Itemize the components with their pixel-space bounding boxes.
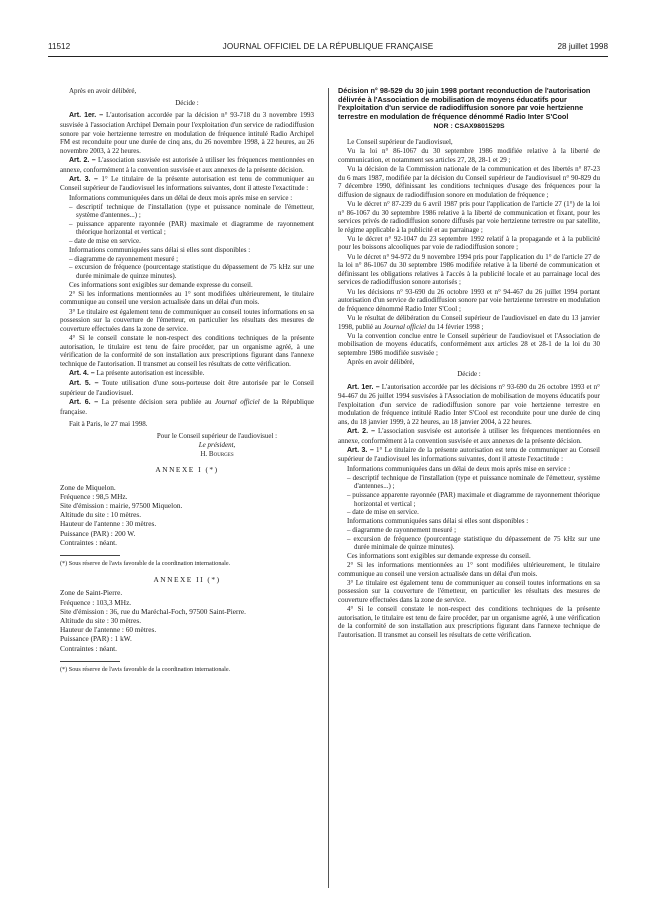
annexe-1-altitude: Altitude du site : 10 mètres. [60, 510, 142, 520]
article-2 [60, 156, 314, 174]
article-5-text: Toute utilisation d'une sous-porteuse doit être autorisée par le Conseil supérieur de l'audiovisuel. [60, 379, 314, 397]
article-5 [60, 379, 314, 397]
article-3 [60, 175, 314, 193]
signature-line-2 [60, 441, 314, 450]
article-3-text: 1° Le titulaire de la présente autorisation est tenu de communiquer au Conseil supérieur de l'audiovisuel les informations suivantes, dont il atteste l'exactitude : [338, 445, 601, 464]
article-6-text-a: La présente décision sera publiée au [101, 397, 212, 406]
list-item: – puissance apparente rayonnée (PAR) maximale et diagramme de rayonnement théorique horizontal et vertical ; [69, 219, 314, 237]
article-6-label: Art. 6. – [69, 398, 99, 406]
nor-reference: NOR : CSAX9801529S [433, 123, 505, 131]
paragraph-3: 3° Le titulaire est également tenu de communiquer au conseil toutes informations en sa possession sur la couverture de l'émetteur, en particulier les résultats des mesures de couverture effectuées dans la zone de service. [338, 578, 600, 604]
deliberation-text: Après en avoir délibéré, [69, 87, 137, 95]
conseil-intro: Le Conseil supérieur de l'audiovisuel, [347, 137, 453, 146]
article-1-label: Art. 1er. – [69, 112, 104, 120]
column-divider [328, 88, 329, 888]
visa-6: Vu les décisions n° 93-690 du 26 octobre 1993 et n° 94-467 du 26 juillet 1994 portant autorisation d'un service de radiodiffusion sonore par voie hertzienne terrestre en modulation de fréquence dénommé Radio Inter S'Cool ; [338, 287, 600, 313]
visa-7-text-a: Vu le résultat de délibération du Conseil supérieur de l'audiovisuel en date du 13 janvier 1998, publié au [338, 314, 600, 331]
decide-heading: Décide : [457, 370, 481, 379]
annexe-2-zone: Zone de Saint-Pierre. [60, 588, 123, 598]
info-sans-delai-heading: Informations communiquées sans délai si elles sont disponibles : [347, 516, 529, 525]
publication-date: 28 juillet 1998 [557, 42, 608, 51]
annexe-1-footnote: (*) Sous réserve de l'avis favorable de la coordination internationale. [60, 560, 231, 568]
visa-8: Vu la convention conclue entre le Conseil supérieur de l'audiovisuel et l'Association de mobilisation de moyens éducatifs, conformément aux articles 28 et 28-1 de la loi du 30 septembre 1986 modifiée susvisée ; [338, 331, 600, 357]
annexe-2-title: ANNEXE II (*) [153, 575, 221, 585]
article-2-text: L'association susvisée est autorisée à utiliser les fréquences mentionnées en annexe, conformément à la convention susvisée et aux annexes de la présente décision. [60, 155, 315, 174]
visa-2: Vu la décision de la Commission nationale de la communication et des libertés n° 87-23 du 6 mars 1987, modifiée par la décision du Conseil supérieur de l'audiovisuel n° 90-829 du 7 décembre 1990, définissant les conditions techniques d'usage des fréquences pour la diffusion de signaux de radiodiffusion sonore en modulation de fréquence ; [338, 164, 600, 199]
article-3 [338, 446, 600, 464]
annexe-2-power: Puissance (PAR) : 1 kW. [60, 634, 132, 644]
article-4-label: Art. 4. – [69, 369, 95, 377]
annexe-1-power: Puissance (PAR) : 200 W. [60, 528, 136, 538]
annexe-1-constraints: Contraintes : néant. [60, 537, 117, 547]
annexe-1-frequency: Fréquence : 98,5 MHz. [60, 491, 128, 501]
annexe-2-antenna-height: Hauteur de l'antenne : 60 mètres. [60, 625, 157, 635]
list-item: – excursion de fréquence (pourcentage statistique du dépassement de 75 kHz sur une durée minimale de quinze minutes). [69, 263, 314, 281]
page-header [48, 42, 608, 56]
article-1 [338, 383, 600, 427]
paragraph-2: 2° Si les informations mentionnées au 1° sont modifiées ultérieurement, le titulaire communique au conseil une version actualisée dans un délai d'un mois. [338, 560, 600, 578]
article-4 [60, 369, 314, 379]
visa-4: Vu le décret n° 92-1047 du 23 septembre 1992 relatif à la propagande et à la publicité pour les boissons alcooliques par voie de radiodiffusion sonore ; [338, 234, 600, 252]
page-number: 11512 [48, 42, 71, 51]
journal-officiel-ref: Journal officiel [383, 322, 427, 331]
list-item: – excursion de fréquence (pourcentage statistique du dépassement de 75 kHz sur une durée minimale de quinze minutes). [347, 534, 600, 552]
visa-1: Vu la loi n° 86-1067 du 30 septembre 1986 modifiée relative à la liberté de communication, et notamment ses articles 27, 28, 28-1 et 29 ; [338, 147, 600, 164]
footnote-rule [60, 661, 120, 662]
article-4-text: La présente autorisation est incessible. [96, 368, 205, 377]
annexe-1-antenna-height: Hauteur de l'antenne : 30 mètres. [60, 519, 157, 529]
article-3-label: Art. 3. – [347, 446, 374, 454]
annexe-2-site: Site d'émission : 36, rue du Maréchal-Foch, 97500 Saint-Pierre. [60, 606, 246, 616]
right-column [338, 87, 600, 640]
annexe-1-title: ANNEXE I (*) [155, 465, 219, 475]
info-exigibles: Ces informations sont exigibles sur demande expresse du conseil. [69, 280, 253, 289]
left-column [60, 87, 314, 675]
article-2-label: Art. 2. – [347, 428, 376, 436]
paragraph-2: 2° Si les informations mentionnées au 1° sont modifiées ultérieurement, le titulaire communique au conseil une version actualisée dans un délai d'un mois. [60, 289, 314, 307]
article-2 [338, 427, 600, 445]
deliberation-text: Après en avoir délibéré, [347, 358, 415, 367]
visa-7 [338, 314, 600, 331]
list-item: – diagramme de rayonnement mesuré ; [347, 526, 457, 534]
list-item: – date de mise en service. [69, 237, 141, 246]
visa-5: Vu le décret n° 94-972 du 9 novembre 1994 pris pour l'application du 1° de l'article 27 de la loi n° 86-1067 du 30 septembre 1986 modifiée relative à la liberté de communication et définissant les obligations relatives à l'accès à la publicité locale et au parrainage local des services de radiodiffusion sonore autorisés ; [338, 252, 600, 287]
paragraph-4: 4° Si le conseil constate le non-respect des conditions techniques de la présente autorisation, le titulaire est tenu de faire procéder, par un organisme agréé, à une vérification de la conformité de son installation aux prescriptions figurant dans l'annexe technique de l'autorisation. Il transmet au conseil les résultats de cette vérification. [60, 333, 314, 368]
article-5-label: Art. 5. – [69, 380, 99, 388]
info-sans-delai-heading: Informations communiquées sans délai si elles sont disponibles : [69, 245, 251, 254]
visa-3: Vu le décret n° 87-239 du 6 avril 1987 pris pour l'application de l'article 27 (1°) de la loi n° 86-1067 du 30 septembre 1986 relative à la liberté de communication et fixant, pour les services privés de radiodiffusion sonore diffusés par voie hertzienne terrestre ou par satellite, le régime applicable à la publicité et au parrainage ; [338, 199, 600, 234]
paragraph-4: 4° Si le conseil constate le non-respect des conditions techniques de la présente autorisation, le titulaire est tenu de faire procéder, par un organisme agréé, à une vérification de la conformité de son installation aux prescriptions figurant dans l'annexe technique de l'autorisation. Il transmet au conseil les résultats de cette vérification. [338, 605, 600, 639]
article-3-label: Art. 3. – [69, 175, 98, 183]
annexe-1-zone: Zone de Miquelon. [60, 482, 116, 492]
article-1 [60, 111, 314, 155]
list-item: – descriptif technique de l'installation (type et puissance nominale de l'émetteur, système d'antennes...) ; [69, 202, 314, 220]
annexe-2-constraints: Contraintes : néant. [60, 643, 117, 653]
visa-7-text-b: du 14 février 1998 ; [427, 322, 484, 331]
article-2-label: Art. 2. – [69, 156, 96, 164]
annexe-1-site: Site d'émission : mairie, 97500 Miquelon. [60, 501, 183, 511]
list-item: – puissance apparente rayonnée (PAR) maximale et diagramme de rayonnement théorique horizontal et vertical ; [347, 491, 600, 508]
journal-officiel-ref: Journal officiel [214, 397, 260, 406]
article-1-text: L'autorisation accordée par la décision n° 93-718 du 3 novembre 1993 susvisée à l'association Archipel Demain pour l'exploitation d'un service de radiodiffusion sonore par voie hertzienne terrestre en modulation de fréquence intitulé Radio Archipel FM est reconduite pour une durée de cinq ans, du 26 novembre 1998, à 22 heures, au 26 novembre 2003, à 22 heures. [60, 111, 315, 155]
decide-heading: Décide : [175, 99, 199, 108]
article-6-text-b: de la République française. [60, 397, 315, 416]
decision-title: Décision n° 98-529 du 30 juin 1998 portant reconduction de l'autorisation délivrée à l'Association de mobilisation de moyens éducatifs pour l'exploitation d'un service de radiodiffusion sonore par voie hertzienne terrestre en modulation de fréquence dénommé Radio Inter S'Cool [338, 86, 591, 121]
list-item: – diagramme de rayonnement mesuré ; [69, 254, 179, 263]
signatory-role: Le président, [198, 441, 236, 450]
info-delai-heading: Informations communiquées dans un délai de deux mois après mise en service : [347, 464, 571, 473]
annexe-2-altitude: Altitude du site : 30 mètres. [60, 616, 142, 626]
journal-title: JOURNAL OFFICIEL DE LA RÉPUBLIQUE FRANÇAISE [222, 42, 434, 51]
annexe-2-footnote: (*) Sous réserve de l'avis favorable de la coordination internationale. [60, 665, 231, 673]
footnote-rule [60, 555, 120, 556]
article-3-text: 1° Le titulaire de la présente autorisation est tenu de communiquer au Conseil supérieur de l'audiovisuel les informations suivantes, dont il atteste l'exactitude : [60, 174, 314, 193]
date-place: Fait à Paris, le 27 mai 1998. [69, 419, 148, 428]
article-1-label: Art. 1er. – [347, 383, 380, 391]
article-1-text: L'autorisation accordée par les décisions n° 93-690 du 26 octobre 1993 et n° 94-467 du 26 juillet 1994 susvisées à l'Association de mobilisation de moyens éducatifs pour l'exploitation d'un service de radiodiffusion sonore par voie hertzienne terrestre en modulation de fréquence intitulé Radio Inter S'Cool est reconduite pour une durée de cinq ans, du 18 janvier 1999, à 22 heures, au 18 janvier 2004, à 22 heures. [338, 382, 600, 426]
article-2-text: L'association susvisée est autorisée à utiliser les fréquences mentionnées en annexe, conformément à la convention susvisée et aux annexes de la présente décision. [338, 427, 601, 445]
list-item: – descriptif technique de l'installation (type et puissance nominale de l'émetteur, système d'antennes...) ; [347, 473, 600, 491]
article-6 [60, 398, 314, 416]
info-delai-heading: Informations communiquées dans un délai de deux mois après mise en service : [69, 193, 293, 202]
paragraph-3: 3° Le titulaire est également tenu de communiquer au conseil toutes informations en sa possession sur la couverture de l'émetteur, en particulier les résultats des mesures de couverture effectuées dans la zone de service. [60, 307, 314, 333]
info-exigibles: Ces informations sont exigibles sur demande expresse du conseil. [347, 551, 531, 560]
list-item: – date de mise en service. [347, 508, 419, 517]
signature-line-1: Pour le Conseil supérieur de l'audiovisuel : [156, 431, 278, 440]
annexe-2-frequency: Fréquence : 103,3 MHz. [60, 597, 132, 607]
header-rule [48, 56, 608, 57]
signatory-name: H. Bourges [200, 450, 234, 459]
